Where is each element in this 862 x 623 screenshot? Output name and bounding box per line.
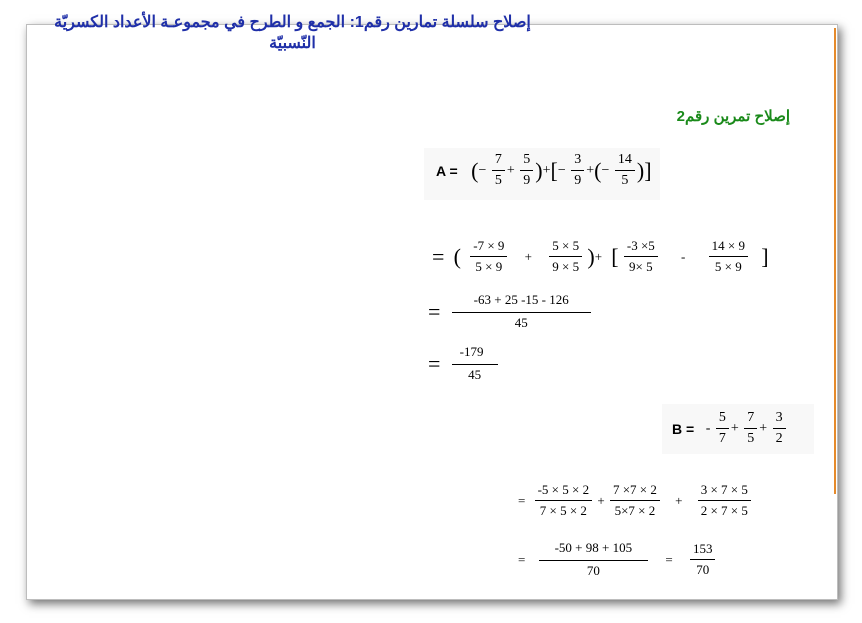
a-step-2: = $\frac{-63 + 25 -15 - 126}{45}$ (428, 292, 593, 331)
fraction: $\frac{153}{70}$ (690, 541, 716, 578)
fraction: $\frac{3}{2}$ (773, 410, 786, 447)
title-line-1: إصلاح سلسلة تمارين رقم1: الجمع و الطرح في مجموعـة الأعداد الكسريّة (54, 14, 531, 31)
paren-close-icon: ) (535, 157, 543, 183)
fraction: $\frac{14}{5}$ (615, 152, 635, 189)
bracket-open-icon: [ (550, 157, 558, 183)
paren-open-icon: ( (471, 157, 479, 183)
fraction: $\frac{-63 + 25 -15 - 126}{45}$ (452, 292, 591, 331)
expression-a: A = (− $\frac{7}{5}$ + $\frac{5}{9}$ )+[− $\frac{3}{9}$ +(− $\frac{14}{5}$ )] (436, 152, 652, 188)
fraction: $\frac{3}{9}$ (571, 152, 584, 189)
page-title (40, 12, 545, 82)
title-line-2: النّسبيّة (269, 35, 316, 52)
bracket-close-icon: ] (644, 157, 652, 183)
fraction: $\frac{-3 \times 5}{9\times 5}$ (624, 238, 658, 275)
a-label: A = (436, 162, 458, 179)
b-step-2: = $\frac{-50 + 98 + 105}{70}$ = $\frac{153}{70}$ (518, 540, 717, 579)
fraction: $\frac{5}{9}$ (520, 152, 533, 189)
a-step-3: = $\frac{-179}{45}$ (428, 344, 500, 383)
fraction: $\frac{5}{7}$ (716, 410, 729, 447)
fraction: $\frac{14 \times 9}{5 \times 9}$ (709, 238, 748, 275)
b-step-1: = $\frac{-5 \times 5 \times 2}{7 \times 5 \times 2}$ + $\frac{7 \times 7 \times 2}{5\times 7 \times 2}$ + $\frac{3 \times 7 \times 5}{2 \times 7 \times 5}$ (518, 482, 753, 519)
a-step-1: = ( $\frac{-7 \times 9}{5 \times 9}$ + $\frac{5 \times 5}{9 \times 5}$ )+ [ $\frac{-3 \times 5}{9\times 5}$ - $\frac{14 \times 9}{5 \times 9}$ ] (432, 238, 769, 274)
fraction: $\frac{7 \times 7 \times 2}{5\times 7 \times 2}$ (610, 482, 660, 519)
fraction: $\frac{-179}{45}$ (452, 344, 498, 383)
fraction: $\frac{7}{5}$ (492, 152, 505, 189)
orange-margin-bar (834, 28, 836, 494)
fraction: $\frac{5 \times 5}{9 \times 5}$ (549, 238, 582, 275)
fraction: $\frac{-50 + 98 + 105}{70}$ (539, 540, 649, 579)
fraction: $\frac{-5 \times 5 \times 2}{7 \times 5 \times 2}$ (535, 482, 593, 519)
expression-b: B = - $\frac{5}{7}$ + $\frac{7}{5}$ + $\frac{3}{2}$ (672, 410, 788, 447)
fraction: $\frac{3 \times 7 \times 5}{2 \times 7 \times 5}$ (698, 482, 751, 519)
b-label: B = (672, 420, 695, 437)
fraction: $\frac{-7 \times 9}{5 \times 9}$ (470, 238, 507, 275)
fraction: $\frac{7}{5}$ (744, 410, 757, 447)
exercise-subtitle: إصلاح تمرين رقم2 (676, 108, 790, 125)
